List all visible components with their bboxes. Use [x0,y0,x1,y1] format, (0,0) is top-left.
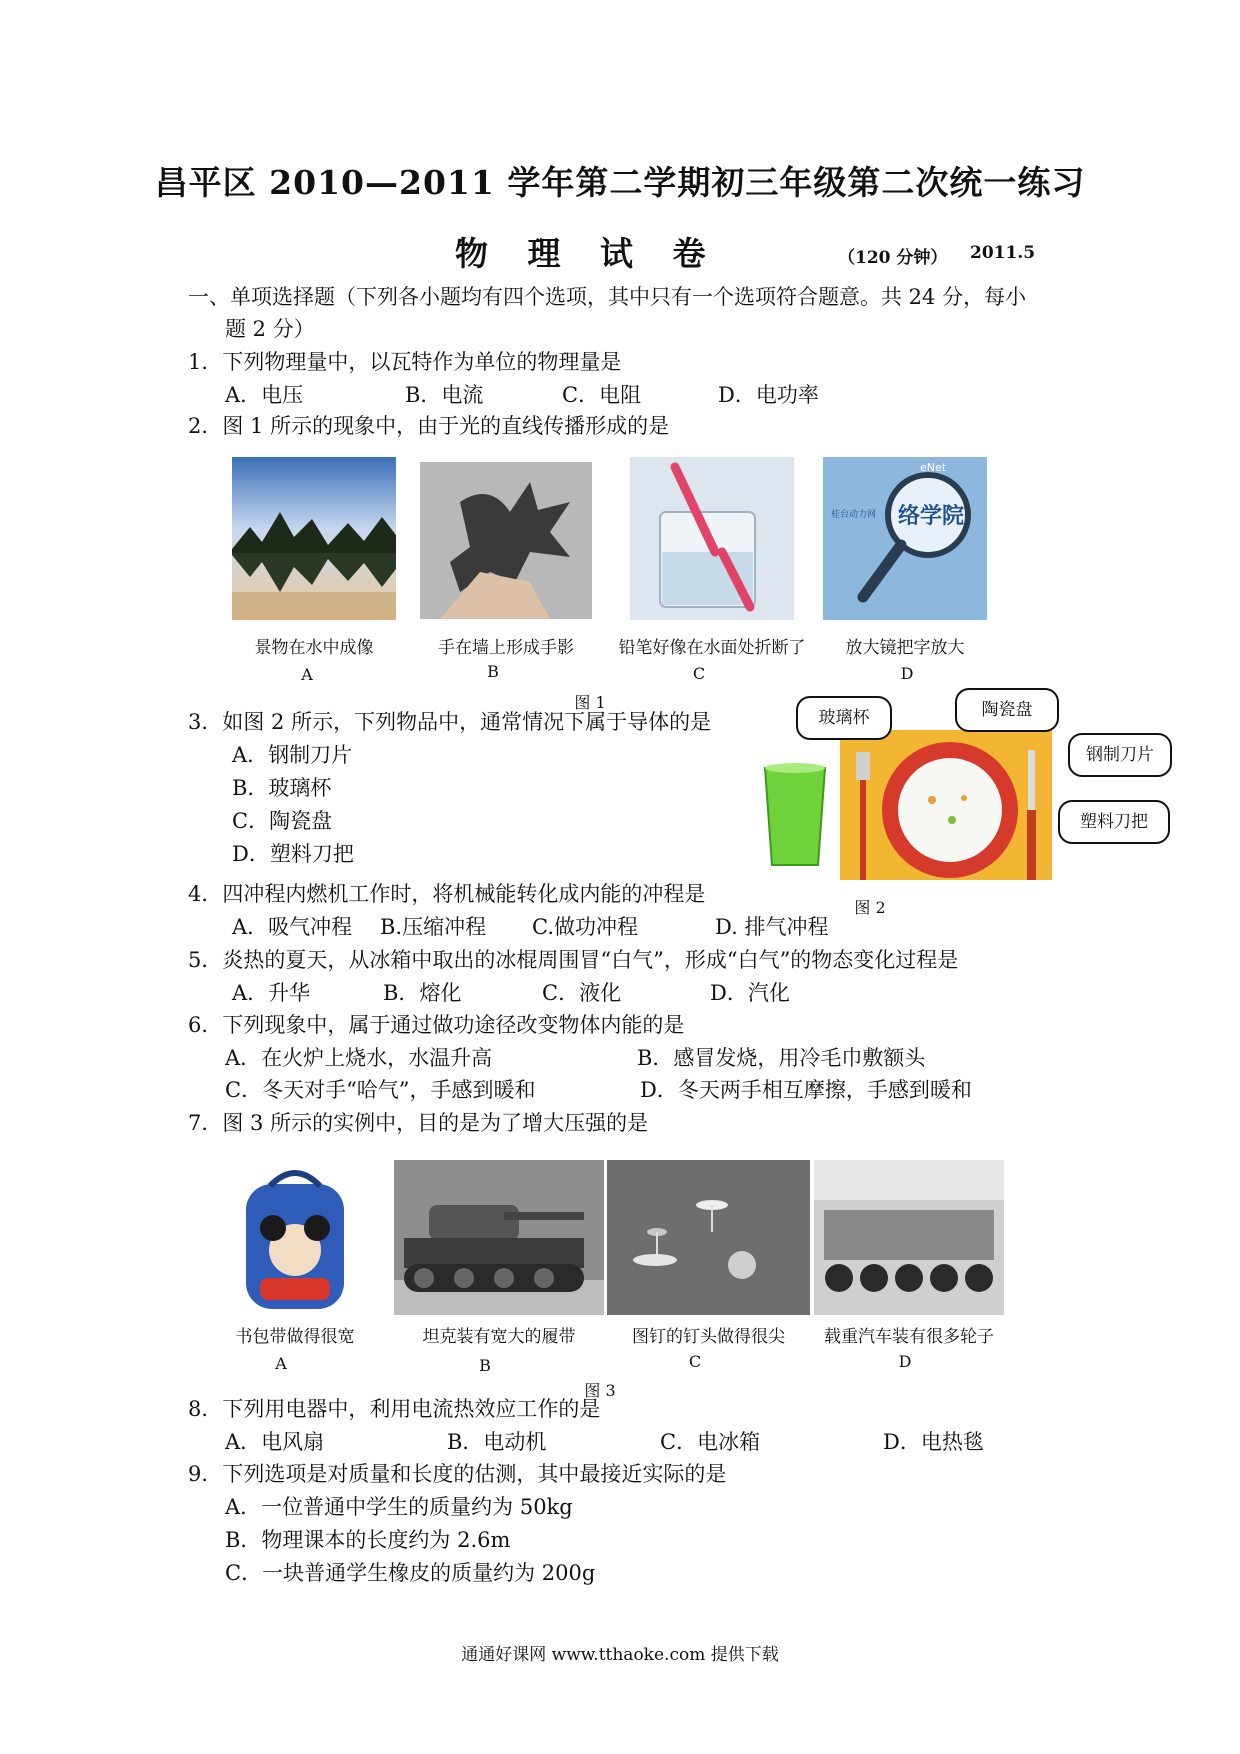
q8-option-a: A．电风扇 [225,1430,325,1454]
figure1-image-c [630,457,794,620]
figure3-caption-d: 载重汽车装有很多轮子 [824,1327,994,1347]
q4-option-b: B.压缩冲程 [380,915,487,939]
callout-plate: 陶瓷盘 [955,688,1059,732]
q6-option-c: C．冬天对手“哈气”，手感到暖和 [225,1078,536,1102]
figure1-caption-b: 手在墙上形成手影 [438,638,574,658]
paper-subtitle: 物 理 试 卷 [455,234,720,273]
figure2-label: 图 2 [854,898,886,917]
q8-option-b: B．电动机 [447,1430,547,1454]
figure1-caption-c: 铅笔好像在水面处折断了 [618,638,806,658]
magnifier-brand: eNet [919,461,947,474]
q2-stem: 2．图 1 所示的现象中，由于光的直线传播形成的是 [188,414,670,438]
q5-option-d: D．汽化 [710,981,790,1005]
q1-option-d: D．电功率 [718,383,819,407]
q4-option-c: C.做功冲程 [532,915,638,939]
figure3-image-b [394,1160,604,1315]
figure3-letter-d: D [898,1352,912,1371]
page-footer: 通通好课网 www.tthaoke.com 提供下载 [461,1645,779,1665]
section-heading-cont: 题 2 分） [225,317,315,341]
figure3-caption-b: 坦克装有宽大的履带 [422,1327,576,1347]
figure2-plate-image [840,730,1052,880]
figure3-caption-a: 书包带做得很宽 [235,1327,355,1347]
magnifier-side-text: 桂台动力网 [831,510,877,520]
q3-option-a: A．钢制刀片 [232,743,353,767]
q1-option-b: B．电流 [405,383,484,407]
q9-option-c: C．一块普通学生橡皮的质量约为 200g [225,1561,596,1585]
figure3-image-d [814,1160,1004,1315]
q3-option-b: B．玻璃杯 [232,776,332,800]
q4-option-d: D. 排气冲程 [715,915,829,939]
figure3-caption-c: 图钉的钉头做得很尖 [632,1327,785,1347]
q3-option-c: C．陶瓷盘 [232,809,333,833]
figure1-letter-b: B [487,662,499,681]
figure1-label: 图 1 [574,693,606,712]
figure1-image-d [823,457,987,620]
figure1-letter-d: D [900,664,914,683]
q5-option-c: C．液化 [542,981,622,1005]
callout-blade: 钢制刀片 [1068,733,1172,777]
q1-option-a: A．电压 [225,383,304,407]
q9-option-a: A．一位普通中学生的质量约为 50kg [225,1495,573,1519]
q9-option-b: B．物理课本的长度约为 2.6m [225,1528,511,1552]
q9-stem: 9．下列选项是对质量和长度的估测，其中最接近实际的是 [188,1462,727,1486]
section-heading: 一、单项选择题（下列各小题均有四个选项，其中只有一个选项符合题意。共 24 分，每小 [188,285,1027,309]
figure1-letter-c: C [692,664,706,683]
figure1-image-a [232,457,396,620]
q3-stem: 3．如图 2 所示，下列物品中，通常情况下属于导体的是 [188,710,712,734]
figure3-image-c [607,1160,810,1315]
q1-stem: 1．下列物理量中，以瓦特作为单位的物理量是 [188,350,622,374]
q8-option-c: C．电冰箱 [660,1430,761,1454]
q4-option-a: A．吸气冲程 [232,915,353,939]
q5-stem: 5．炎热的夏天，从冰箱中取出的冰棍周围冒“白气”，形成“白气”的物态变化过程是 [188,948,959,972]
exam-duration: （120 分钟） [838,248,948,268]
q8-option-d: D．电热毯 [883,1430,984,1454]
q5-option-a: A．升华 [232,981,311,1005]
q4-stem: 4．四冲程内燃机工作时，将机械能转化成内能的冲程是 [188,882,706,906]
figure1-caption-d: 放大镜把字放大 [845,638,965,658]
q7-stem: 7．图 3 所示的实例中，目的是为了增大压强的是 [188,1111,649,1135]
q3-option-d: D．塑料刀把 [232,842,354,866]
q6-stem: 6．下列现象中，属于通过做功途径改变物体内能的是 [188,1013,685,1037]
exam-date: 2011.5 [970,243,1036,263]
figure2-glass-image [760,760,830,870]
callout-glass: 玻璃杯 [796,696,892,740]
q6-option-b: B．感冒发烧，用冷毛巾敷额头 [637,1046,926,1070]
figure1-image-b [420,462,592,619]
q6-option-a: A．在火炉上烧水，水温升高 [225,1046,493,1070]
callout-handle: 塑料刀把 [1058,800,1170,844]
q5-option-b: B．熔化 [383,981,462,1005]
figure3-letter-c: C [688,1352,702,1371]
figure3-image-a [240,1160,350,1312]
q1-option-c: C．电阻 [562,383,642,407]
figure3-letter-a: A [275,1354,287,1373]
q8-stem: 8．下列用电器中，利用电流热效应工作的是 [188,1397,601,1421]
figure1-letter-a: A [301,665,313,684]
figure3-letter-b: B [479,1356,491,1375]
q6-option-d: D．冬天两手相互摩擦，手感到暖和 [640,1078,972,1102]
page-title: 昌平区 2010—2011 学年第二学期初三年级第二次统一练习 [154,163,1086,202]
figure1-caption-a: 景物在水中成像 [254,638,374,658]
figure3-label: 图 3 [584,1381,616,1400]
magnifier-text: 络学院 [897,504,965,529]
